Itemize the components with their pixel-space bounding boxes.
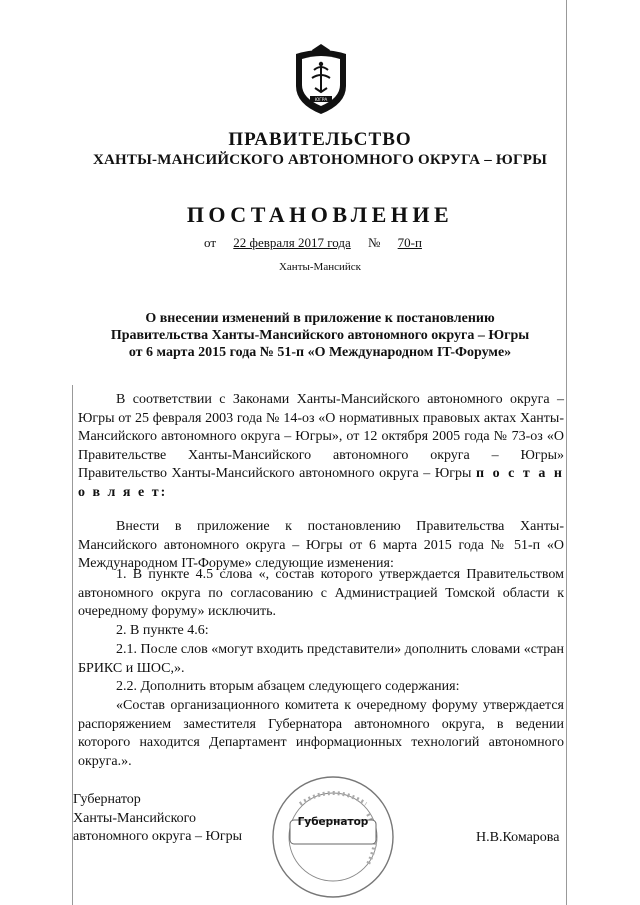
date-prefix: от — [204, 235, 217, 250]
document-date: 22 февраля 2017 года — [233, 235, 351, 250]
crest-text: ЮГРА — [314, 97, 328, 102]
document-type-title: ПОСТАНОВЛЕНИЕ — [186, 202, 454, 227]
government-subtitle: ХАНТЫ-МАНСИЙСКОГО АВТОНОМНОГО ОКРУГА – ЮГРЫ — [92, 152, 547, 168]
number-prefix: № — [368, 235, 381, 250]
signatory-line-2: Ханты-Мансийского — [73, 810, 197, 826]
government-title: ПРАВИТЕЛЬСТВО — [228, 129, 412, 150]
date-number-line — [0, 235, 640, 251]
decree-word: п о с т а н о в л я е т: — [78, 466, 564, 500]
signatory-name: Н.В.Комарова — [476, 830, 560, 845]
document-subject — [0, 310, 640, 361]
signatory-title — [73, 791, 242, 847]
item-2-1-paragraph: 2.1. После слов «могут входить представители» дополнить словами «стран БРИКС и ШОС,». — [78, 642, 564, 676]
coat-of-arms-emblem — [290, 42, 352, 116]
subject-line-3: от 6 марта 2015 года № 51-п «О Международном IT-Форуме» — [128, 345, 512, 360]
official-stamp — [270, 774, 396, 900]
item-2-paragraph: 2. В пункте 4.6: — [116, 623, 209, 638]
subject-line-1: О внесении изменений в приложение к постановлению — [145, 311, 495, 326]
signatory-line-3: автономного округа – Югры — [73, 829, 242, 844]
place-of-issue: Ханты-Мансийск — [278, 261, 361, 273]
preamble-text: В соответствии с Законами Ханты-Мансийского автономного округа – Югры от 25 февраля 2003 года № 14-оз «О нормативных правовых актах Ханты-Мансийского автономного округа – Югры», от 12 октября 2005 года № 73-оз «О Правительстве Ханты-Мансийского автономного округа – Югры» Правительство Ханты-Мансийского автономного округа – Югры — [78, 392, 564, 482]
item-2-2-paragraph: 2.2. Дополнить вторым абзацем следующего содержания: — [116, 679, 460, 694]
preamble-paragraph — [78, 391, 564, 503]
signatory-line-1: Губернатор — [73, 792, 141, 807]
subject-line-2: Правительства Ханты-Мансийского автономного округа – Югры — [110, 328, 530, 343]
intro-paragraph: Внести в приложение к постановлению Правительства Ханты-Мансийского автономного округа – Югры от 6 марта 2015 года № 51-п «О Международном IT-Форуме» следующие изменения: — [78, 519, 564, 572]
quoted-paragraph: «Состав организационного комитета к очередному форуму утверждается распоряжением заместителя Губернатора автономного округа, в ведении которого находится Департамент информационных технологий автономного округа.». — [78, 698, 564, 769]
document-number: 70-п — [397, 235, 422, 250]
item-1-paragraph: 1. В пункте 4.5 слова «, состав которого утверждается Правительством автономного округа по согласованию с Администрацией Томской области к очередному форуму» исключить. — [78, 567, 564, 620]
stamp-label: Губернатор — [297, 816, 369, 828]
